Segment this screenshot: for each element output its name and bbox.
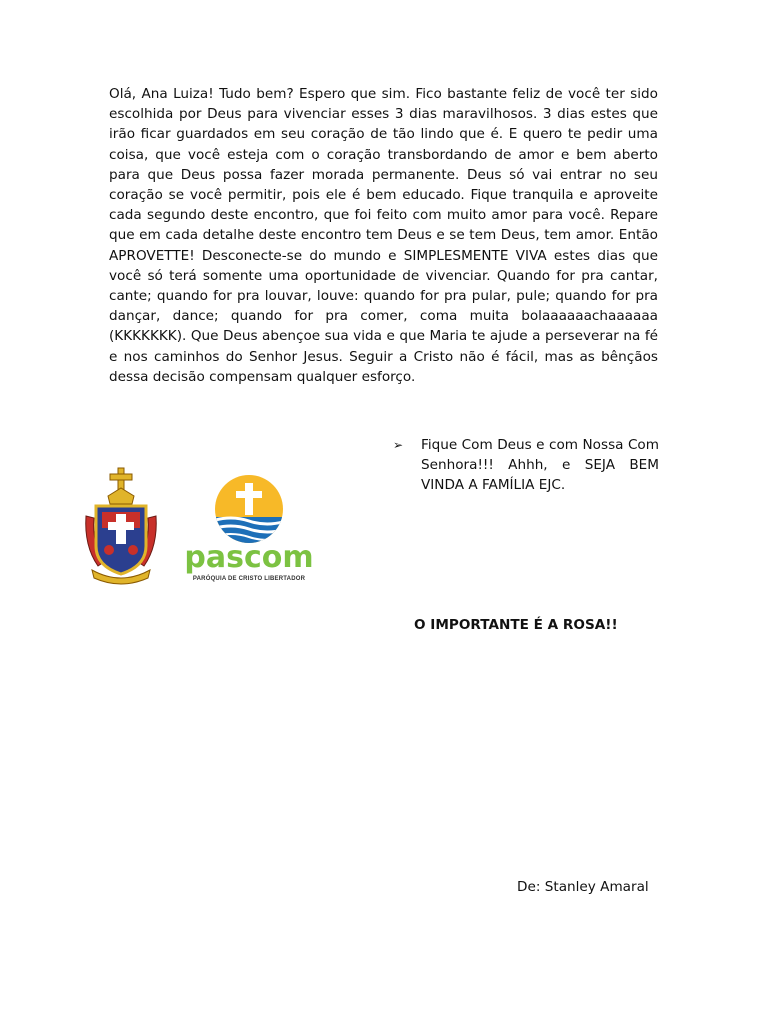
letter-body: Olá, Ana Luiza! Tudo bem? Espero que sim. Fico bastante feliz de você ter sido escolhida por Deus para vivenciar esses 3 dias maravilhosos. 3 dias estes que irão ficar guardados em seu coração de tão lindo que é. E quero te pedir uma coisa, que você esteja com o coração transbordando de amor e bem aberto para que Deus possa fazer morada permanente. Deus só vai entrar no seu coração se você permitir, pois ele é bem educado. Fique tranquila e aproveite cada segundo deste encontro, que foi feito com muito amor para você. Repare que em cada detalhe deste encontro tem Deus e se tem Deus, tem amor. Então APROVETTE! Desconecte-se do mundo e SIMPLESMENTE VIVA estes dias que você só terá somente uma oportunidade de vivenciar. Quando for pra cantar, cante; quando for pra louvar, louve: quando for pra pular, pule; quando for pra dançar, dance; quando for pra comer, coma muita bolaaaaaachaaaaaa (KKKKKKK). Que Deus abençoe sua vida e que Maria te ajude a perseverar na fé e nos caminhos do Senhor Jesus. Seguir a Cristo não é fácil, mas as bênçãos dessa decisão compensam qualquer esforço. [109,86,658,385]
pascom-logo [176,475,322,587]
highlight-text: O IMPORTANTE É A ROSA!! [414,617,618,633]
bullet-item [393,435,659,496]
bullet-text: Fique Com Deus e com Nossa Com Senhora!!! Ahhh, e SEJA BEM VINDA A FAMÍLIA EJC. [421,437,659,494]
pascom-subtitle: PARÓQUIA DE CRISTO LIBERTADOR [192,576,306,582]
sun-cross-icon [176,475,322,545]
arrow-bullet-icon: ➢ [393,438,404,452]
parish-crest-logo [82,466,160,586]
pascom-wordmark: pascom [184,540,314,575]
signature: De: Stanley Amaral [517,879,649,895]
